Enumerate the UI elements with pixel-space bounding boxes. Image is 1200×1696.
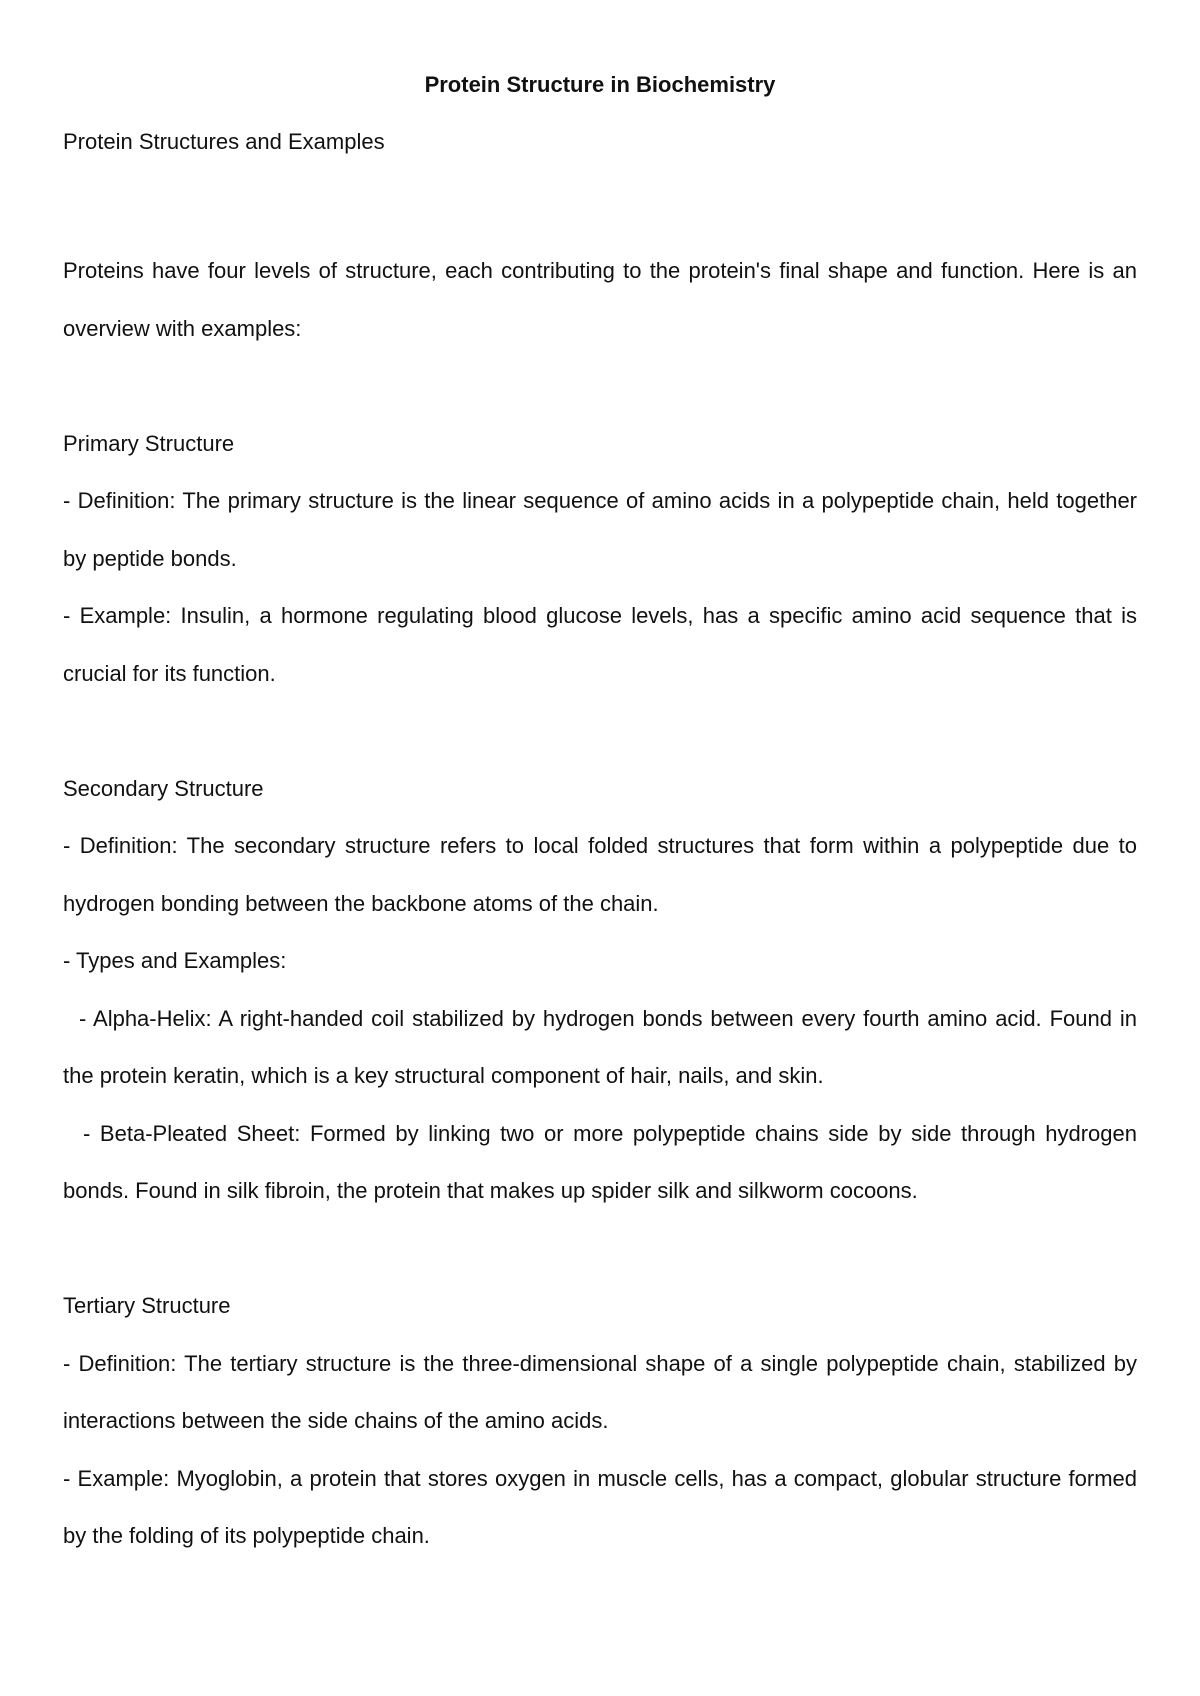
document-title: Protein Structure in Biochemistry: [424, 72, 776, 97]
types-heading: - Types and Examples:: [63, 948, 287, 973]
section-tertiary-structure: [63, 1277, 1137, 1565]
section-heading: Primary Structure: [63, 430, 235, 456]
spacer: [63, 702, 1137, 760]
definition-paragraph: - Definition: The tertiary structure is the three-dimensional shape of a single polypeptide chain, stabilized by interactions between the side chains of the amino acids.: [63, 1350, 1137, 1433]
spacer: [63, 1220, 1137, 1278]
document-subtitle: Protein Structures and Examples: [63, 129, 385, 154]
document-body: [63, 242, 1137, 1565]
section-heading: Secondary Structure: [63, 775, 264, 801]
definition-paragraph: - Definition: The primary structure is the linear sequence of amino acids in a polypeptide chain, held together by peptide bonds.: [63, 488, 1137, 571]
example-paragraph: - Example: Myoglobin, a protein that stores oxygen in muscle cells, has a compact, globular structure formed by the folding of its polypeptide chain.: [63, 1465, 1137, 1548]
spacer: [63, 357, 1137, 415]
section-primary-structure: [63, 415, 1137, 703]
beta-sheet-paragraph: - Beta-Pleated Sheet: Formed by linking two or more polypeptide chains side by side through hydrogen bonds. Found in silk fibroin, the protein that makes up spider silk and silkworm cocoons.: [63, 1120, 1137, 1203]
alpha-helix-paragraph: - Alpha-Helix: A right-handed coil stabilized by hydrogen bonds between every fourth amino acid. Found in the protein keratin, which is a key structural component of hair, nails, and skin.: [63, 1005, 1137, 1088]
section-heading: Tertiary Structure: [63, 1293, 231, 1318]
definition-paragraph: - Definition: The secondary structure refers to local folded structures that form within a polypeptide due to hydrogen bonding between the backbone atoms of the chain.: [63, 833, 1137, 916]
intro-paragraph: Proteins have four levels of structure, each contributing to the protein's final shape and function. Here is an overview with examples:: [63, 258, 1137, 341]
example-paragraph: - Example: Insulin, a hormone regulating blood glucose levels, has a specific amino acid sequence that is crucial for its function.: [63, 603, 1137, 686]
section-secondary-structure: [63, 760, 1137, 1220]
